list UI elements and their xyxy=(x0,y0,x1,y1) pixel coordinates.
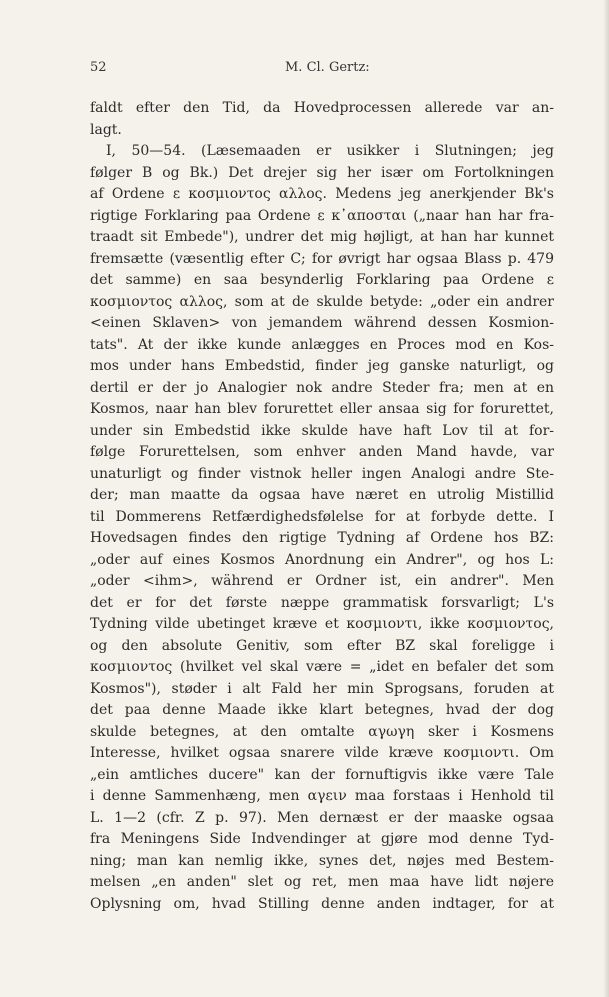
text-line: κοσμιοντος (hvilket vel skal være = „idet en befaler det som xyxy=(90,659,554,675)
text-line: I, 50—54. (Læsemaaden er usikker i Slutningen; jeg xyxy=(106,143,554,159)
page-edge xyxy=(603,0,609,997)
page-number: 52 xyxy=(90,60,107,75)
text-line: rigtige Forklaring paa Ordene ε κ᾽αποσται („naar han har fra- xyxy=(90,207,554,224)
text-line: Kosmos"), støder i alt Fald her min Sprogsans, foruden at xyxy=(90,680,554,697)
text-line: „oder <ihm>, während er Ordner ist, ein andrer". Men xyxy=(90,573,554,589)
body-text xyxy=(90,98,554,915)
text-line: Tydning vilde ubetinget kræve et κοσμιοντι, ikke κοσμιοντος, xyxy=(90,616,554,632)
text-line: Interesse, hvilket ogsaa snarere vilde kræve κοσμιοντι. Om xyxy=(90,745,554,761)
text-line: Hovedsagen findes den rigtige Tydning af Ordene hos BZ: xyxy=(90,530,554,546)
text-line: det paa denne Maade ikke klart betegnes, hvad der dog xyxy=(90,702,554,718)
text-line: og den absolute Genitiv, som efter BZ skal foreligge i xyxy=(90,637,554,654)
text-line: mos under hans Embedstid, finder jeg ganske naturligt, og xyxy=(90,358,554,374)
text-line: af Ordene ε κοσμιοντος αλλος. Medens jeg anerkjender Bk's xyxy=(90,186,554,202)
text-line: Kosmos, naar han blev forurettet eller ansaa sig for forurettet, xyxy=(90,401,554,417)
text-line: „ein amtliches ducere" kan der fornuftigvis ikke være Tale xyxy=(90,766,554,783)
text-line: faldt efter den Tid, da Hovedprocessen allerede var an- xyxy=(90,100,554,116)
text-line: under sin Embedstid ikke skulde have haft Lov til at for- xyxy=(90,422,554,439)
text-line: „oder auf eines Kosmos Anordnung ein Andrer", og hos L: xyxy=(90,551,554,568)
text-line: følger B og Bk.) Det drejer sig her især om Fortolkningen xyxy=(90,164,554,181)
text-line: L. 1—2 (cfr. Z p. 97). Men dernæst er der maaske ogsaa xyxy=(90,809,554,826)
text-line: følge Forurettelsen, som enhver anden Mand havde, var xyxy=(90,444,554,460)
text-line: traadt sit Embede"), undrer det mig højligt, at han har kunnet xyxy=(90,229,554,245)
text-line: melsen „en anden" slet og ret, men maa have lidt nøjere xyxy=(90,874,554,890)
page-header xyxy=(90,60,554,80)
text-line: der; man maatte da ogsaa have næret en utrolig Mistillid xyxy=(90,487,554,503)
text-line: Oplysning om, hvad Stilling denne anden indtager, for at xyxy=(90,895,554,912)
text-line: unaturligt og finder vistnok heller ingen Analogi andre Ste- xyxy=(90,465,554,482)
text-line: det er for det første næppe grammatisk forsvarligt; L's xyxy=(90,594,554,611)
text-line: lagt. xyxy=(90,121,122,138)
text-line: det samme) en saa besynderlig Forklaring paa Ordene ε xyxy=(90,272,554,288)
text-line: κοσμιοντος αλλος, som at de skulde betyde: „oder ein andrer xyxy=(90,293,554,310)
text-line: ning; man kan nemlig ikke, synes det, nøjes med Bestem- xyxy=(90,852,554,869)
text-line: fremsætte (væsentlig efter C; for øvrigt har ogsaa Blass p. 479 xyxy=(90,250,554,267)
text-line: dertil er der jo Analogier nok andre Steder fra; men at en xyxy=(90,379,554,396)
text-line: tats". At der ikke kunde anlægges en Proces mod en Kos- xyxy=(90,336,554,353)
text-line: skulde betegnes, at den omtalte αγωγη sker i Kosmens xyxy=(90,723,554,740)
text-line: til Dommerens Retfærdighedsfølelse for at forbyde dette. I xyxy=(90,508,554,525)
running-head: M. Cl. Gertz: xyxy=(285,60,370,75)
text-line: i denne Sammenhæng, men αγειν maa forstaas i Henhold til xyxy=(90,788,554,804)
text-line: <einen Sklaven> von jemandem während dessen Kosmion- xyxy=(90,315,554,331)
text-line: fra Meningens Side Indvendinger at gjøre mod denne Tyd- xyxy=(90,831,554,847)
